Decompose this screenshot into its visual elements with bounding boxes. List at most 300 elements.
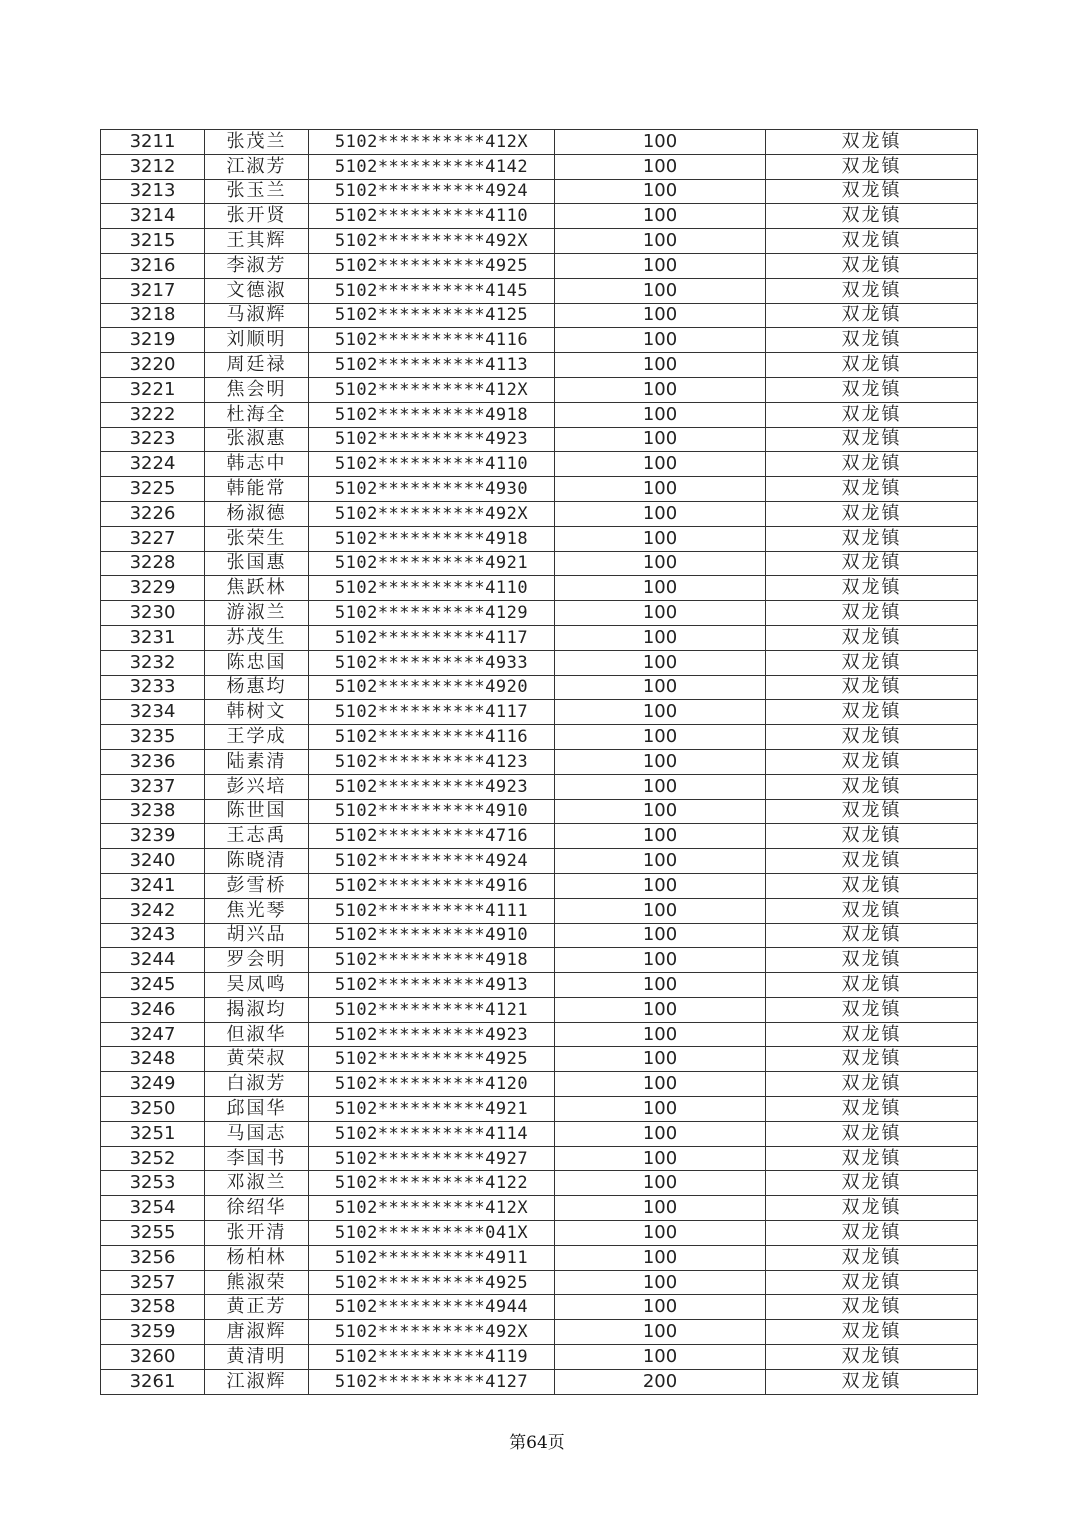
id-number-cell: 5102**********4110	[309, 576, 555, 601]
amount-cell: 100	[555, 1196, 766, 1221]
row-number-cell: 3217	[101, 278, 205, 303]
table-row	[101, 898, 978, 923]
id-number-cell: 5102**********412X	[309, 1196, 555, 1221]
table-row	[101, 1320, 978, 1345]
town-cell: 双龙镇	[766, 601, 978, 626]
name-cell: 邱国华	[205, 1097, 309, 1122]
id-number-cell: 5102**********492X	[309, 229, 555, 254]
name-cell: 张茂兰	[205, 130, 309, 155]
id-number-cell: 5102**********4110	[309, 452, 555, 477]
town-cell: 双龙镇	[766, 477, 978, 502]
town-cell: 双龙镇	[766, 551, 978, 576]
id-number-cell: 5102**********4918	[309, 526, 555, 551]
table-row	[101, 650, 978, 675]
name-cell: 陈晓清	[205, 849, 309, 874]
row-number-cell: 3214	[101, 204, 205, 229]
row-number-cell: 3212	[101, 154, 205, 179]
row-number-cell: 3255	[101, 1221, 205, 1246]
table-row	[101, 130, 978, 155]
id-number-cell: 5102**********4925	[309, 1047, 555, 1072]
name-cell: 周廷禄	[205, 353, 309, 378]
name-cell: 张开清	[205, 1221, 309, 1246]
row-number-cell: 3259	[101, 1320, 205, 1345]
table-row	[101, 204, 978, 229]
name-cell: 韩树文	[205, 700, 309, 725]
id-number-cell: 5102**********4944	[309, 1295, 555, 1320]
name-cell: 韩能常	[205, 477, 309, 502]
id-number-cell: 5102**********4923	[309, 427, 555, 452]
id-number-cell: 5102**********4127	[309, 1369, 555, 1394]
amount-cell: 100	[555, 923, 766, 948]
name-cell: 马淑辉	[205, 303, 309, 328]
id-number-cell: 5102**********4122	[309, 1171, 555, 1196]
table-row	[101, 229, 978, 254]
row-number-cell: 3241	[101, 873, 205, 898]
table-row	[101, 501, 978, 526]
amount-cell: 100	[555, 824, 766, 849]
row-number-cell: 3223	[101, 427, 205, 452]
name-cell: 李淑芳	[205, 253, 309, 278]
amount-cell: 100	[555, 1320, 766, 1345]
name-cell: 胡兴品	[205, 923, 309, 948]
row-number-cell: 3232	[101, 650, 205, 675]
town-cell: 双龙镇	[766, 625, 978, 650]
amount-cell: 100	[555, 725, 766, 750]
name-cell: 彭兴培	[205, 774, 309, 799]
row-number-cell: 3225	[101, 477, 205, 502]
name-cell: 张玉兰	[205, 179, 309, 204]
amount-cell: 100	[555, 402, 766, 427]
row-number-cell: 3248	[101, 1047, 205, 1072]
amount-cell: 100	[555, 353, 766, 378]
town-cell: 双龙镇	[766, 799, 978, 824]
amount-cell: 100	[555, 625, 766, 650]
id-number-cell: 5102**********4123	[309, 749, 555, 774]
amount-cell: 100	[555, 526, 766, 551]
table-row	[101, 1270, 978, 1295]
table-row	[101, 601, 978, 626]
row-number-cell: 3221	[101, 377, 205, 402]
id-number-cell: 5102**********4125	[309, 303, 555, 328]
amount-cell: 100	[555, 576, 766, 601]
town-cell: 双龙镇	[766, 1295, 978, 1320]
table-row	[101, 1072, 978, 1097]
table-row	[101, 1097, 978, 1122]
name-cell: 唐淑辉	[205, 1320, 309, 1345]
town-cell: 双龙镇	[766, 1345, 978, 1370]
town-cell: 双龙镇	[766, 179, 978, 204]
row-number-cell: 3233	[101, 675, 205, 700]
amount-cell: 100	[555, 303, 766, 328]
row-number-cell: 3240	[101, 849, 205, 874]
name-cell: 黄清明	[205, 1345, 309, 1370]
amount-cell: 100	[555, 278, 766, 303]
town-cell: 双龙镇	[766, 1320, 978, 1345]
table-row	[101, 725, 978, 750]
town-cell: 双龙镇	[766, 1369, 978, 1394]
row-number-cell: 3237	[101, 774, 205, 799]
name-cell: 江淑辉	[205, 1369, 309, 1394]
row-number-cell: 3253	[101, 1171, 205, 1196]
row-number-cell: 3260	[101, 1345, 205, 1370]
name-cell: 陈世国	[205, 799, 309, 824]
town-cell: 双龙镇	[766, 948, 978, 973]
table-row	[101, 1171, 978, 1196]
amount-cell: 100	[555, 1097, 766, 1122]
id-number-cell: 5102**********4925	[309, 253, 555, 278]
name-cell: 张荣生	[205, 526, 309, 551]
row-number-cell: 3245	[101, 973, 205, 998]
town-cell: 双龙镇	[766, 353, 978, 378]
town-cell: 双龙镇	[766, 725, 978, 750]
town-cell: 双龙镇	[766, 452, 978, 477]
name-cell: 揭淑均	[205, 997, 309, 1022]
id-number-cell: 5102**********4924	[309, 179, 555, 204]
amount-cell: 100	[555, 1146, 766, 1171]
name-cell: 罗会明	[205, 948, 309, 973]
name-cell: 白淑芳	[205, 1072, 309, 1097]
amount-cell: 100	[555, 427, 766, 452]
town-cell: 双龙镇	[766, 377, 978, 402]
table-row	[101, 1345, 978, 1370]
amount-cell: 100	[555, 377, 766, 402]
name-cell: 焦跃林	[205, 576, 309, 601]
id-number-cell: 5102**********4918	[309, 402, 555, 427]
town-cell: 双龙镇	[766, 1146, 978, 1171]
town-cell: 双龙镇	[766, 749, 978, 774]
name-cell: 黄正芳	[205, 1295, 309, 1320]
row-number-cell: 3228	[101, 551, 205, 576]
table-row	[101, 477, 978, 502]
name-cell: 彭雪桥	[205, 873, 309, 898]
row-number-cell: 3215	[101, 229, 205, 254]
row-number-cell: 3231	[101, 625, 205, 650]
amount-cell: 100	[555, 873, 766, 898]
table-row	[101, 377, 978, 402]
town-cell: 双龙镇	[766, 1072, 978, 1097]
id-number-cell: 5102**********4117	[309, 625, 555, 650]
name-cell: 马国志	[205, 1121, 309, 1146]
amount-cell: 100	[555, 179, 766, 204]
town-cell: 双龙镇	[766, 824, 978, 849]
row-number-cell: 3220	[101, 353, 205, 378]
id-number-cell: 5102**********4142	[309, 154, 555, 179]
town-cell: 双龙镇	[766, 873, 978, 898]
town-cell: 双龙镇	[766, 650, 978, 675]
table-row	[101, 774, 978, 799]
amount-cell: 100	[555, 1171, 766, 1196]
roster-table	[100, 129, 978, 1395]
id-number-cell: 5102**********4924	[309, 849, 555, 874]
id-number-cell: 5102**********4910	[309, 799, 555, 824]
id-number-cell: 5102**********4913	[309, 973, 555, 998]
row-number-cell: 3226	[101, 501, 205, 526]
table-row	[101, 625, 978, 650]
name-cell: 邓淑兰	[205, 1171, 309, 1196]
table-row	[101, 1221, 978, 1246]
row-number-cell: 3247	[101, 1022, 205, 1047]
id-number-cell: 5102**********4923	[309, 774, 555, 799]
table-row	[101, 551, 978, 576]
amount-cell: 200	[555, 1369, 766, 1394]
name-cell: 王其辉	[205, 229, 309, 254]
amount-cell: 100	[555, 229, 766, 254]
row-number-cell: 3249	[101, 1072, 205, 1097]
amount-cell: 100	[555, 799, 766, 824]
name-cell: 焦光琴	[205, 898, 309, 923]
id-number-cell: 5102**********4145	[309, 278, 555, 303]
row-number-cell: 3235	[101, 725, 205, 750]
amount-cell: 100	[555, 749, 766, 774]
name-cell: 文德淑	[205, 278, 309, 303]
town-cell: 双龙镇	[766, 402, 978, 427]
town-cell: 双龙镇	[766, 253, 978, 278]
id-number-cell: 5102**********4119	[309, 1345, 555, 1370]
table-row	[101, 427, 978, 452]
town-cell: 双龙镇	[766, 204, 978, 229]
row-number-cell: 3261	[101, 1369, 205, 1394]
amount-cell: 100	[555, 130, 766, 155]
table-row	[101, 303, 978, 328]
name-cell: 张开贤	[205, 204, 309, 229]
id-number-cell: 5102**********4120	[309, 1072, 555, 1097]
amount-cell: 100	[555, 551, 766, 576]
table-row	[101, 923, 978, 948]
town-cell: 双龙镇	[766, 1221, 978, 1246]
row-number-cell: 3234	[101, 700, 205, 725]
name-cell: 杨淑德	[205, 501, 309, 526]
table-row	[101, 179, 978, 204]
amount-cell: 100	[555, 477, 766, 502]
town-cell: 双龙镇	[766, 898, 978, 923]
name-cell: 黄荣叔	[205, 1047, 309, 1072]
row-number-cell: 3243	[101, 923, 205, 948]
name-cell: 徐绍华	[205, 1196, 309, 1221]
id-number-cell: 5102**********4129	[309, 601, 555, 626]
table-row	[101, 997, 978, 1022]
id-number-cell: 5102**********4117	[309, 700, 555, 725]
town-cell: 双龙镇	[766, 154, 978, 179]
id-number-cell: 5102**********4921	[309, 1097, 555, 1122]
row-number-cell: 3229	[101, 576, 205, 601]
id-number-cell: 5102**********4925	[309, 1270, 555, 1295]
town-cell: 双龙镇	[766, 328, 978, 353]
town-cell: 双龙镇	[766, 1121, 978, 1146]
town-cell: 双龙镇	[766, 675, 978, 700]
table-row	[101, 873, 978, 898]
town-cell: 双龙镇	[766, 1245, 978, 1270]
table-row	[101, 1369, 978, 1394]
amount-cell: 100	[555, 1221, 766, 1246]
town-cell: 双龙镇	[766, 130, 978, 155]
row-number-cell: 3242	[101, 898, 205, 923]
town-cell: 双龙镇	[766, 923, 978, 948]
table-row	[101, 1146, 978, 1171]
amount-cell: 100	[555, 973, 766, 998]
id-number-cell: 5102**********4113	[309, 353, 555, 378]
town-cell: 双龙镇	[766, 1270, 978, 1295]
name-cell: 但淑华	[205, 1022, 309, 1047]
table-row	[101, 1022, 978, 1047]
row-number-cell: 3218	[101, 303, 205, 328]
table-row	[101, 253, 978, 278]
name-cell: 苏茂生	[205, 625, 309, 650]
row-number-cell: 3230	[101, 601, 205, 626]
table-row	[101, 353, 978, 378]
table-row	[101, 1121, 978, 1146]
name-cell: 李国书	[205, 1146, 309, 1171]
name-cell: 陈忠国	[205, 650, 309, 675]
table-row	[101, 675, 978, 700]
id-number-cell: 5102**********4114	[309, 1121, 555, 1146]
row-number-cell: 3258	[101, 1295, 205, 1320]
row-number-cell: 3239	[101, 824, 205, 849]
table-row	[101, 1245, 978, 1270]
row-number-cell: 3254	[101, 1196, 205, 1221]
table-row	[101, 973, 978, 998]
amount-cell: 100	[555, 328, 766, 353]
town-cell: 双龙镇	[766, 576, 978, 601]
name-cell: 游淑兰	[205, 601, 309, 626]
amount-cell: 100	[555, 1072, 766, 1097]
id-number-cell: 5102**********4930	[309, 477, 555, 502]
amount-cell: 100	[555, 1270, 766, 1295]
table-row	[101, 576, 978, 601]
table-row	[101, 526, 978, 551]
id-number-cell: 5102**********4910	[309, 923, 555, 948]
id-number-cell: 5102**********041X	[309, 1221, 555, 1246]
id-number-cell: 5102**********412X	[309, 130, 555, 155]
amount-cell: 100	[555, 700, 766, 725]
id-number-cell: 5102**********4923	[309, 1022, 555, 1047]
row-number-cell: 3256	[101, 1245, 205, 1270]
row-number-cell: 3252	[101, 1146, 205, 1171]
row-number-cell: 3222	[101, 402, 205, 427]
row-number-cell: 3213	[101, 179, 205, 204]
town-cell: 双龙镇	[766, 774, 978, 799]
id-number-cell: 5102**********412X	[309, 377, 555, 402]
id-number-cell: 5102**********4116	[309, 328, 555, 353]
table-row	[101, 1295, 978, 1320]
table-row	[101, 328, 978, 353]
id-number-cell: 5102**********4918	[309, 948, 555, 973]
town-cell: 双龙镇	[766, 501, 978, 526]
name-cell: 王学成	[205, 725, 309, 750]
amount-cell: 100	[555, 774, 766, 799]
row-number-cell: 3236	[101, 749, 205, 774]
id-number-cell: 5102**********4921	[309, 551, 555, 576]
amount-cell: 100	[555, 154, 766, 179]
name-cell: 王志禹	[205, 824, 309, 849]
town-cell: 双龙镇	[766, 1097, 978, 1122]
amount-cell: 100	[555, 898, 766, 923]
row-number-cell: 3250	[101, 1097, 205, 1122]
amount-cell: 100	[555, 1295, 766, 1320]
name-cell: 杨惠均	[205, 675, 309, 700]
town-cell: 双龙镇	[766, 526, 978, 551]
name-cell: 张国惠	[205, 551, 309, 576]
town-cell: 双龙镇	[766, 427, 978, 452]
name-cell: 吴凤鸣	[205, 973, 309, 998]
amount-cell: 100	[555, 948, 766, 973]
name-cell: 杨柏林	[205, 1245, 309, 1270]
page-number: 第64页	[509, 1433, 565, 1453]
table-row	[101, 452, 978, 477]
id-number-cell: 5102**********4111	[309, 898, 555, 923]
amount-cell: 100	[555, 650, 766, 675]
table-row	[101, 799, 978, 824]
amount-cell: 100	[555, 253, 766, 278]
id-number-cell: 5102**********4927	[309, 1146, 555, 1171]
id-number-cell: 5102**********492X	[309, 1320, 555, 1345]
row-number-cell: 3219	[101, 328, 205, 353]
town-cell: 双龙镇	[766, 303, 978, 328]
table-row	[101, 402, 978, 427]
town-cell: 双龙镇	[766, 849, 978, 874]
row-number-cell: 3244	[101, 948, 205, 973]
name-cell: 陆素清	[205, 749, 309, 774]
table-row	[101, 1196, 978, 1221]
town-cell: 双龙镇	[766, 1047, 978, 1072]
town-cell: 双龙镇	[766, 1196, 978, 1221]
amount-cell: 100	[555, 1245, 766, 1270]
amount-cell: 100	[555, 997, 766, 1022]
row-number-cell: 3227	[101, 526, 205, 551]
name-cell: 张淑惠	[205, 427, 309, 452]
id-number-cell: 5102**********492X	[309, 501, 555, 526]
table-row	[101, 824, 978, 849]
amount-cell: 100	[555, 675, 766, 700]
name-cell: 杜海全	[205, 402, 309, 427]
row-number-cell: 3224	[101, 452, 205, 477]
table-row	[101, 948, 978, 973]
table-row	[101, 278, 978, 303]
row-number-cell: 3251	[101, 1121, 205, 1146]
amount-cell: 100	[555, 1345, 766, 1370]
amount-cell: 100	[555, 501, 766, 526]
town-cell: 双龙镇	[766, 700, 978, 725]
amount-cell: 100	[555, 452, 766, 477]
id-number-cell: 5102**********4911	[309, 1245, 555, 1270]
town-cell: 双龙镇	[766, 997, 978, 1022]
amount-cell: 100	[555, 1121, 766, 1146]
table-row	[101, 849, 978, 874]
row-number-cell: 3216	[101, 253, 205, 278]
id-number-cell: 5102**********4916	[309, 873, 555, 898]
id-number-cell: 5102**********4933	[309, 650, 555, 675]
table-row	[101, 700, 978, 725]
id-number-cell: 5102**********4110	[309, 204, 555, 229]
name-cell: 焦会明	[205, 377, 309, 402]
row-number-cell: 3257	[101, 1270, 205, 1295]
town-cell: 双龙镇	[766, 278, 978, 303]
amount-cell: 100	[555, 849, 766, 874]
id-number-cell: 5102**********4716	[309, 824, 555, 849]
row-number-cell: 3211	[101, 130, 205, 155]
amount-cell: 100	[555, 1047, 766, 1072]
table-row	[101, 749, 978, 774]
name-cell: 韩志中	[205, 452, 309, 477]
row-number-cell: 3246	[101, 997, 205, 1022]
amount-cell: 100	[555, 204, 766, 229]
id-number-cell: 5102**********4116	[309, 725, 555, 750]
town-cell: 双龙镇	[766, 1171, 978, 1196]
name-cell: 江淑芳	[205, 154, 309, 179]
amount-cell: 100	[555, 601, 766, 626]
id-number-cell: 5102**********4121	[309, 997, 555, 1022]
amount-cell: 100	[555, 1022, 766, 1047]
town-cell: 双龙镇	[766, 1022, 978, 1047]
